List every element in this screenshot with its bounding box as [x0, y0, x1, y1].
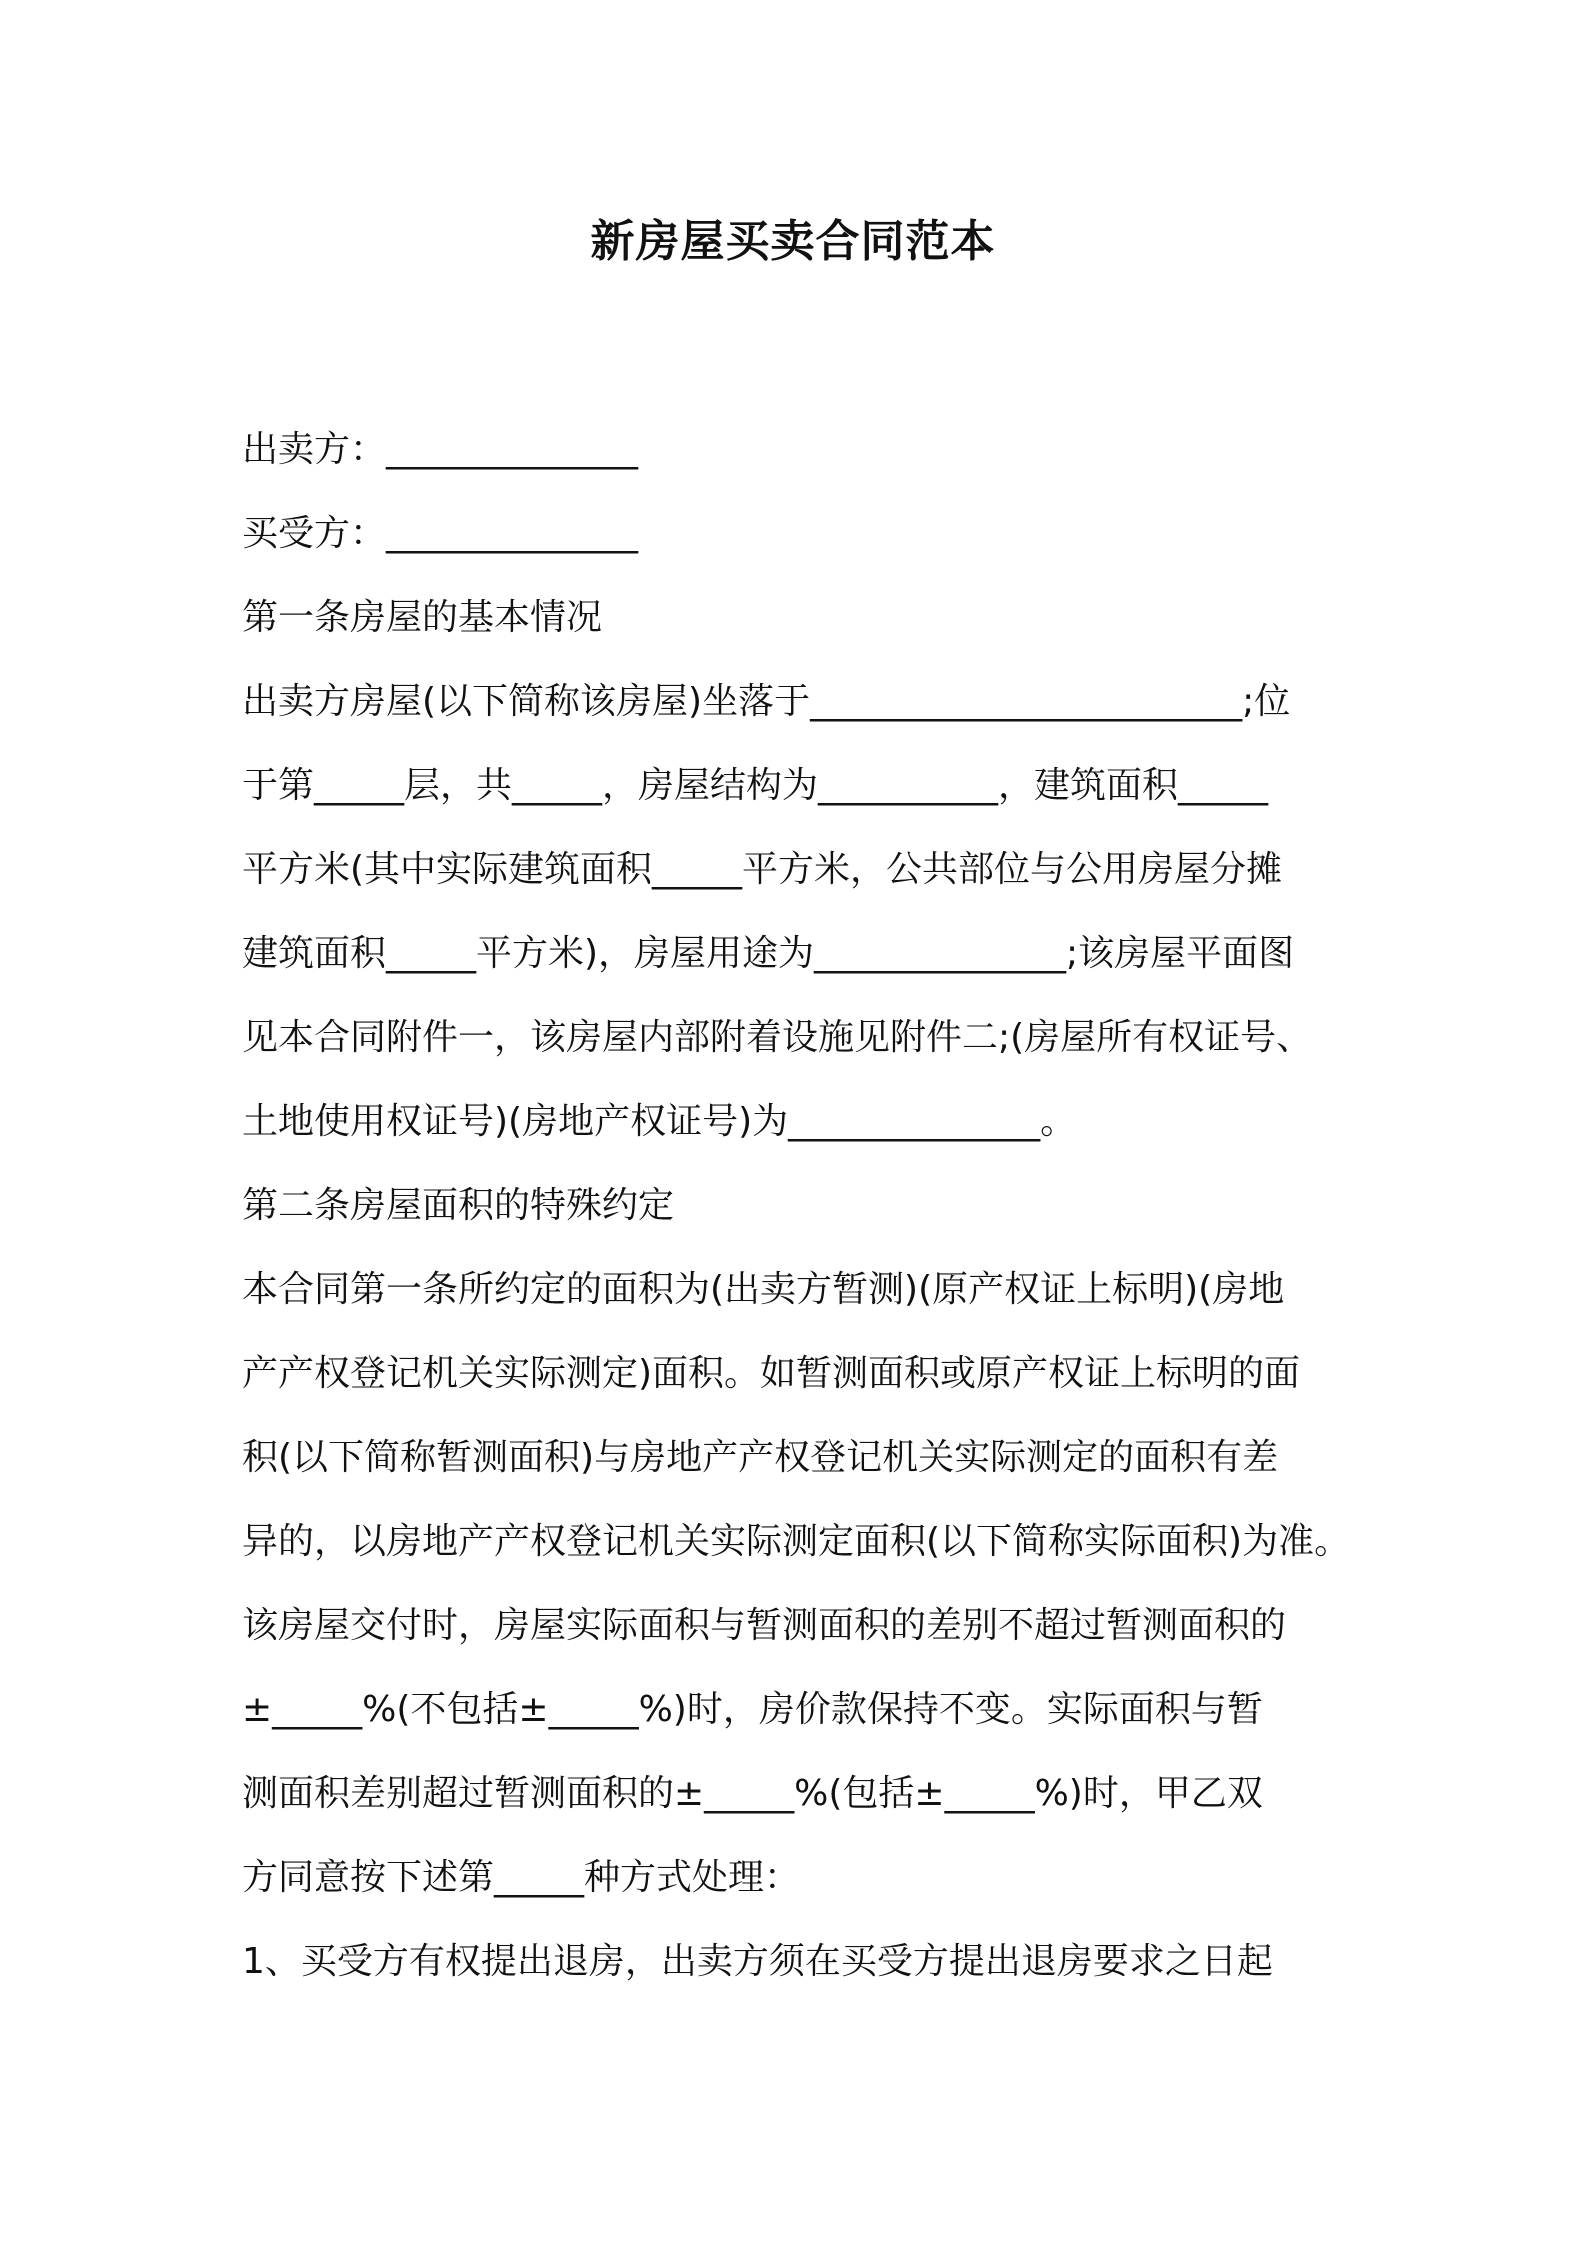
article-1-heading: 第一条房屋的基本情况 — [242, 597, 603, 638]
list-item-1: 1、买受方有权提出退房，出卖方须在买受方提出退房要求之日起 — [242, 1941, 1273, 1982]
document-body — [242, 408, 1382, 2004]
paragraph-line: 出卖方房屋(以下简称该房屋)坐落于________________________;位 — [242, 681, 1291, 722]
paragraph-line: ±_____%(不包括±_____%)时，房价款保持不变。实际面积与暂 — [242, 1689, 1263, 1730]
seller-line: 出卖方：______________ — [242, 429, 639, 470]
paragraph-line: 异的，以房地产产权登记机关实际测定面积(以下简称实际面积)为准。 — [242, 1521, 1351, 1562]
paragraph-line: 积(以下简称暂测面积)与房地产产权登记机关实际测定的面积有差 — [242, 1437, 1279, 1478]
paragraph-line: 方同意按下述第_____种方式处理： — [242, 1857, 801, 1898]
paragraph-line: 测面积差别超过暂测面积的±_____%(包括±_____%)时，甲乙双 — [242, 1773, 1263, 1814]
paragraph-line: 见本合同附件一，该房屋内部附着设施见附件二;(房屋所有权证号、 — [242, 1017, 1313, 1058]
document-title: 新房屋买卖合同范本 — [590, 216, 996, 267]
paragraph-line: 本合同第一条所约定的面积为(出卖方暂测)(原产权证上标明)(房地 — [242, 1269, 1285, 1310]
buyer-line: 买受方：______________ — [242, 513, 639, 554]
paragraph-line: 该房屋交付时，房屋实际面积与暂测面积的差别不超过暂测面积的 — [242, 1605, 1287, 1646]
paragraph-line: 土地使用权证号)(房地产权证号)为______________。 — [242, 1101, 1077, 1142]
paragraph-line: 建筑面积_____平方米)，房屋用途为______________;该房屋平面图 — [242, 933, 1295, 974]
paragraph-line: 产产权登记机关实际测定)面积。如暂测面积或原产权证上标明的面 — [242, 1353, 1301, 1394]
paragraph-line: 于第_____层，共_____，房屋结构为__________，建筑面积_____ — [242, 765, 1269, 806]
paragraph-line: 平方米(其中实际建筑面积_____平方米，公共部位与公用房屋分摊 — [242, 849, 1283, 890]
article-2-heading: 第二条房屋面积的特殊约定 — [242, 1185, 675, 1226]
